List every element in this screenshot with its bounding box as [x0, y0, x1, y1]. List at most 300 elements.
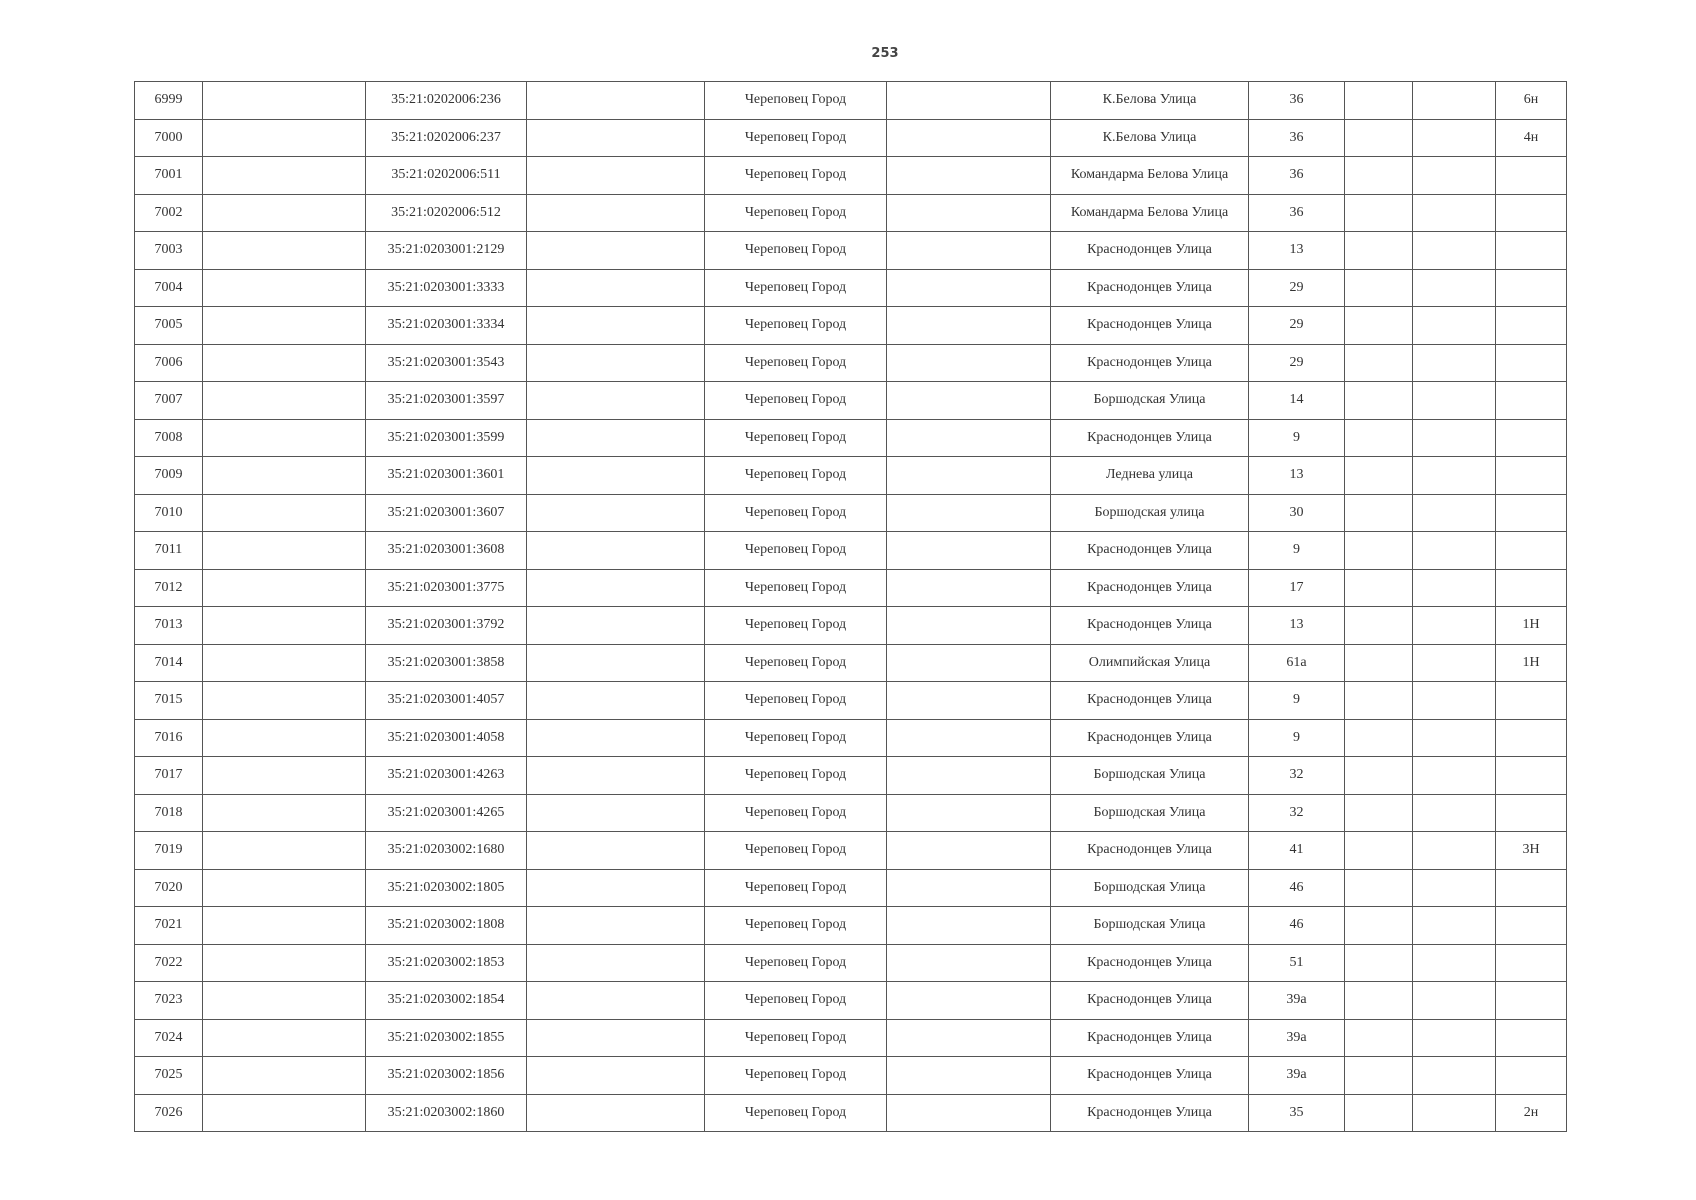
table-row [135, 269, 1567, 307]
city: Череповец Город [705, 494, 887, 532]
empty-cell [1413, 382, 1496, 420]
empty-cell [1413, 532, 1496, 570]
street: Краснодонцев Улица [1051, 944, 1249, 982]
empty-cell [203, 494, 366, 532]
city: Череповец Город [705, 532, 887, 570]
empty-cell [527, 157, 705, 195]
empty-cell [203, 532, 366, 570]
empty-cell [1413, 269, 1496, 307]
empty-cell [1413, 1057, 1496, 1095]
table-row [135, 907, 1567, 945]
table-row [135, 757, 1567, 795]
row-number: 7012 [135, 569, 203, 607]
row-number: 7006 [135, 344, 203, 382]
empty-cell [887, 82, 1051, 120]
empty-cell [203, 382, 366, 420]
table-row [135, 194, 1567, 232]
cadastral-number: 35:21:0203002:1860 [366, 1094, 527, 1132]
empty-cell [527, 344, 705, 382]
empty-cell [887, 232, 1051, 270]
cadastral-number: 35:21:0203001:3858 [366, 644, 527, 682]
empty-cell [1413, 607, 1496, 645]
empty-cell [203, 569, 366, 607]
house-number: 51 [1249, 944, 1345, 982]
house-number: 9 [1249, 719, 1345, 757]
empty-cell [527, 494, 705, 532]
empty-cell [1413, 194, 1496, 232]
cadastral-number: 35:21:0203001:4263 [366, 757, 527, 795]
premise-number [1496, 307, 1567, 345]
cadastral-number: 35:21:0203001:4265 [366, 794, 527, 832]
registry-table [134, 81, 1567, 1132]
premise-number [1496, 344, 1567, 382]
house-number: 13 [1249, 457, 1345, 495]
empty-cell [527, 607, 705, 645]
empty-cell [203, 82, 366, 120]
empty-cell [203, 232, 366, 270]
street: Боршодская Улица [1051, 907, 1249, 945]
empty-cell [1413, 82, 1496, 120]
empty-cell [1345, 907, 1413, 945]
table-row [135, 419, 1567, 457]
empty-cell [203, 719, 366, 757]
city: Череповец Город [705, 419, 887, 457]
empty-cell [887, 719, 1051, 757]
empty-cell [527, 944, 705, 982]
empty-cell [887, 982, 1051, 1020]
street: Краснодонцев Улица [1051, 269, 1249, 307]
empty-cell [527, 269, 705, 307]
empty-cell [1345, 607, 1413, 645]
empty-cell [887, 757, 1051, 795]
cadastral-number: 35:21:0203001:3599 [366, 419, 527, 457]
premise-number: 2н [1496, 1094, 1567, 1132]
cadastral-number: 35:21:0203002:1854 [366, 982, 527, 1020]
empty-cell [887, 457, 1051, 495]
city: Череповец Город [705, 232, 887, 270]
premise-number [1496, 982, 1567, 1020]
cadastral-number: 35:21:0203001:4057 [366, 682, 527, 720]
table-row [135, 982, 1567, 1020]
empty-cell [1413, 419, 1496, 457]
row-number: 7000 [135, 119, 203, 157]
city: Череповец Город [705, 269, 887, 307]
empty-cell [527, 907, 705, 945]
empty-cell [1345, 682, 1413, 720]
house-number: 36 [1249, 119, 1345, 157]
empty-cell [527, 119, 705, 157]
empty-cell [887, 382, 1051, 420]
row-number: 7008 [135, 419, 203, 457]
street: Краснодонцев Улица [1051, 1094, 1249, 1132]
empty-cell [1345, 194, 1413, 232]
house-number: 29 [1249, 269, 1345, 307]
empty-cell [887, 194, 1051, 232]
street: Краснодонцев Улица [1051, 682, 1249, 720]
table-row [135, 1057, 1567, 1095]
empty-cell [887, 607, 1051, 645]
city: Череповец Город [705, 1094, 887, 1132]
empty-cell [527, 532, 705, 570]
empty-cell [887, 157, 1051, 195]
empty-cell [887, 494, 1051, 532]
empty-cell [527, 794, 705, 832]
table-row [135, 944, 1567, 982]
row-number: 7007 [135, 382, 203, 420]
table-row [135, 607, 1567, 645]
house-number: 36 [1249, 194, 1345, 232]
cadastral-number: 35:21:0203001:3601 [366, 457, 527, 495]
city: Череповец Город [705, 1019, 887, 1057]
premise-number [1496, 382, 1567, 420]
city: Череповец Город [705, 569, 887, 607]
empty-cell [203, 644, 366, 682]
street: Краснодонцев Улица [1051, 719, 1249, 757]
cadastral-number: 35:21:0203001:3333 [366, 269, 527, 307]
empty-cell [887, 344, 1051, 382]
cadastral-number: 35:21:0202006:512 [366, 194, 527, 232]
street: Краснодонцев Улица [1051, 832, 1249, 870]
row-number: 6999 [135, 82, 203, 120]
row-number: 7026 [135, 1094, 203, 1132]
empty-cell [203, 269, 366, 307]
empty-cell [203, 794, 366, 832]
row-number: 7023 [135, 982, 203, 1020]
empty-cell [527, 644, 705, 682]
empty-cell [527, 982, 705, 1020]
empty-cell [527, 82, 705, 120]
city: Череповец Город [705, 344, 887, 382]
street: Краснодонцев Улица [1051, 569, 1249, 607]
empty-cell [203, 832, 366, 870]
empty-cell [1413, 569, 1496, 607]
cadastral-number: 35:21:0203001:3607 [366, 494, 527, 532]
empty-cell [887, 682, 1051, 720]
empty-cell [1413, 1094, 1496, 1132]
empty-cell [1413, 757, 1496, 795]
cadastral-number: 35:21:0203002:1855 [366, 1019, 527, 1057]
street: Леднева улица [1051, 457, 1249, 495]
street: К.Белова Улица [1051, 82, 1249, 120]
city: Череповец Город [705, 307, 887, 345]
cadastral-number: 35:21:0203002:1808 [366, 907, 527, 945]
row-number: 7016 [135, 719, 203, 757]
empty-cell [527, 869, 705, 907]
table-row [135, 1019, 1567, 1057]
empty-cell [1345, 532, 1413, 570]
cadastral-number: 35:21:0203002:1853 [366, 944, 527, 982]
premise-number [1496, 157, 1567, 195]
table-row [135, 794, 1567, 832]
house-number: 39а [1249, 1019, 1345, 1057]
premise-number [1496, 944, 1567, 982]
row-number: 7013 [135, 607, 203, 645]
empty-cell [1413, 119, 1496, 157]
row-number: 7018 [135, 794, 203, 832]
cadastral-number: 35:21:0202006:237 [366, 119, 527, 157]
empty-cell [527, 194, 705, 232]
house-number: 30 [1249, 494, 1345, 532]
cadastral-number: 35:21:0203002:1805 [366, 869, 527, 907]
table-row [135, 382, 1567, 420]
city: Череповец Город [705, 982, 887, 1020]
house-number: 39а [1249, 1057, 1345, 1095]
table-row [135, 1094, 1567, 1132]
premise-number [1496, 494, 1567, 532]
cadastral-number: 35:21:0203001:3792 [366, 607, 527, 645]
empty-cell [203, 157, 366, 195]
street: Боршодская улица [1051, 494, 1249, 532]
empty-cell [1413, 869, 1496, 907]
house-number: 32 [1249, 757, 1345, 795]
city: Череповец Город [705, 719, 887, 757]
empty-cell [1345, 1057, 1413, 1095]
street: Краснодонцев Улица [1051, 419, 1249, 457]
table-row [135, 119, 1567, 157]
house-number: 41 [1249, 832, 1345, 870]
table-row [135, 232, 1567, 270]
empty-cell [527, 419, 705, 457]
street: Краснодонцев Улица [1051, 307, 1249, 345]
premise-number: 1Н [1496, 644, 1567, 682]
empty-cell [1413, 307, 1496, 345]
empty-cell [1413, 944, 1496, 982]
cadastral-number: 35:21:0203001:3597 [366, 382, 527, 420]
empty-cell [527, 307, 705, 345]
cadastral-number: 35:21:0203002:1680 [366, 832, 527, 870]
street: Краснодонцев Улица [1051, 232, 1249, 270]
cadastral-number: 35:21:0203002:1856 [366, 1057, 527, 1095]
street: Олимпийская Улица [1051, 644, 1249, 682]
street: Краснодонцев Улица [1051, 532, 1249, 570]
street: Командарма Белова Улица [1051, 194, 1249, 232]
empty-cell [1345, 1094, 1413, 1132]
empty-cell [1413, 907, 1496, 945]
street: Боршодская Улица [1051, 869, 1249, 907]
empty-cell [1413, 832, 1496, 870]
cadastral-number: 35:21:0203001:3543 [366, 344, 527, 382]
empty-cell [1345, 982, 1413, 1020]
empty-cell [887, 569, 1051, 607]
premise-number: 6н [1496, 82, 1567, 120]
table-row [135, 682, 1567, 720]
street: Краснодонцев Улица [1051, 1019, 1249, 1057]
empty-cell [203, 944, 366, 982]
street: Краснодонцев Улица [1051, 344, 1249, 382]
empty-cell [887, 307, 1051, 345]
house-number: 46 [1249, 907, 1345, 945]
empty-cell [527, 757, 705, 795]
empty-cell [1345, 419, 1413, 457]
cadastral-number: 35:21:0203001:3775 [366, 569, 527, 607]
row-number: 7014 [135, 644, 203, 682]
street: К.Белова Улица [1051, 119, 1249, 157]
row-number: 7002 [135, 194, 203, 232]
table-row [135, 832, 1567, 870]
premise-number [1496, 232, 1567, 270]
empty-cell [887, 269, 1051, 307]
premise-number [1496, 907, 1567, 945]
empty-cell [203, 419, 366, 457]
house-number: 46 [1249, 869, 1345, 907]
row-number: 7017 [135, 757, 203, 795]
table-row [135, 869, 1567, 907]
cadastral-number: 35:21:0203001:2129 [366, 232, 527, 270]
empty-cell [1413, 457, 1496, 495]
premise-number [1496, 532, 1567, 570]
premise-number [1496, 569, 1567, 607]
empty-cell [1413, 794, 1496, 832]
city: Череповец Город [705, 832, 887, 870]
empty-cell [527, 382, 705, 420]
empty-cell [1413, 494, 1496, 532]
row-number: 7005 [135, 307, 203, 345]
cadastral-number: 35:21:0203001:3334 [366, 307, 527, 345]
house-number: 29 [1249, 344, 1345, 382]
empty-cell [1345, 119, 1413, 157]
house-number: 17 [1249, 569, 1345, 607]
empty-cell [887, 644, 1051, 682]
empty-cell [527, 1094, 705, 1132]
table-row [135, 307, 1567, 345]
table-row [135, 157, 1567, 195]
row-number: 7011 [135, 532, 203, 570]
house-number: 9 [1249, 682, 1345, 720]
empty-cell [1413, 344, 1496, 382]
row-number: 7024 [135, 1019, 203, 1057]
street: Боршодская Улица [1051, 757, 1249, 795]
cadastral-number: 35:21:0202006:236 [366, 82, 527, 120]
house-number: 32 [1249, 794, 1345, 832]
empty-cell [1345, 382, 1413, 420]
empty-cell [1345, 644, 1413, 682]
row-number: 7015 [135, 682, 203, 720]
house-number: 35 [1249, 1094, 1345, 1132]
city: Череповец Город [705, 119, 887, 157]
table-row [135, 644, 1567, 682]
premise-number [1496, 794, 1567, 832]
city: Череповец Город [705, 82, 887, 120]
house-number: 29 [1249, 307, 1345, 345]
empty-cell [1345, 157, 1413, 195]
empty-cell [203, 1057, 366, 1095]
row-number: 7009 [135, 457, 203, 495]
house-number: 9 [1249, 419, 1345, 457]
premise-number: 1Н [1496, 607, 1567, 645]
city: Череповец Город [705, 794, 887, 832]
premise-number [1496, 269, 1567, 307]
empty-cell [203, 907, 366, 945]
empty-cell [887, 1019, 1051, 1057]
empty-cell [1413, 1019, 1496, 1057]
city: Череповец Город [705, 907, 887, 945]
empty-cell [203, 1094, 366, 1132]
table-row [135, 532, 1567, 570]
empty-cell [1345, 869, 1413, 907]
city: Череповец Город [705, 382, 887, 420]
row-number: 7004 [135, 269, 203, 307]
empty-cell [1345, 269, 1413, 307]
empty-cell [887, 944, 1051, 982]
city: Череповец Город [705, 682, 887, 720]
empty-cell [887, 1094, 1051, 1132]
empty-cell [1345, 832, 1413, 870]
premise-number [1496, 1057, 1567, 1095]
empty-cell [887, 419, 1051, 457]
empty-cell [1345, 944, 1413, 982]
premise-number [1496, 457, 1567, 495]
empty-cell [1345, 494, 1413, 532]
row-number: 7021 [135, 907, 203, 945]
premise-number: 4н [1496, 119, 1567, 157]
city: Череповец Город [705, 157, 887, 195]
city: Череповец Город [705, 457, 887, 495]
city: Череповец Город [705, 944, 887, 982]
street: Краснодонцев Улица [1051, 982, 1249, 1020]
city: Череповец Город [705, 869, 887, 907]
row-number: 7001 [135, 157, 203, 195]
table-row [135, 494, 1567, 532]
table-row [135, 719, 1567, 757]
premise-number [1496, 719, 1567, 757]
street: Командарма Белова Улица [1051, 157, 1249, 195]
house-number: 36 [1249, 157, 1345, 195]
empty-cell [887, 907, 1051, 945]
row-number: 7025 [135, 1057, 203, 1095]
house-number: 9 [1249, 532, 1345, 570]
empty-cell [203, 307, 366, 345]
premise-number [1496, 757, 1567, 795]
cadastral-number: 35:21:0203001:3608 [366, 532, 527, 570]
empty-cell [1413, 682, 1496, 720]
street: Боршодская Улица [1051, 794, 1249, 832]
city: Череповец Город [705, 644, 887, 682]
house-number: 61а [1249, 644, 1345, 682]
empty-cell [887, 532, 1051, 570]
city: Череповец Город [705, 194, 887, 232]
empty-cell [1413, 157, 1496, 195]
premise-number: 3Н [1496, 832, 1567, 870]
row-number: 7010 [135, 494, 203, 532]
empty-cell [887, 794, 1051, 832]
empty-cell [1413, 644, 1496, 682]
row-number: 7003 [135, 232, 203, 270]
table-row [135, 344, 1567, 382]
empty-cell [527, 682, 705, 720]
street: Краснодонцев Улица [1051, 1057, 1249, 1095]
empty-cell [1345, 82, 1413, 120]
registry-body [135, 82, 1567, 1132]
empty-cell [1345, 457, 1413, 495]
empty-cell [203, 119, 366, 157]
house-number: 14 [1249, 382, 1345, 420]
empty-cell [1345, 1019, 1413, 1057]
empty-cell [527, 719, 705, 757]
empty-cell [527, 232, 705, 270]
cadastral-number: 35:21:0202006:511 [366, 157, 527, 195]
empty-cell [1413, 232, 1496, 270]
table-row [135, 569, 1567, 607]
premise-number [1496, 194, 1567, 232]
house-number: 39а [1249, 982, 1345, 1020]
empty-cell [887, 1057, 1051, 1095]
city: Череповец Город [705, 1057, 887, 1095]
empty-cell [527, 457, 705, 495]
empty-cell [203, 869, 366, 907]
empty-cell [887, 832, 1051, 870]
row-number: 7019 [135, 832, 203, 870]
house-number: 36 [1249, 82, 1345, 120]
